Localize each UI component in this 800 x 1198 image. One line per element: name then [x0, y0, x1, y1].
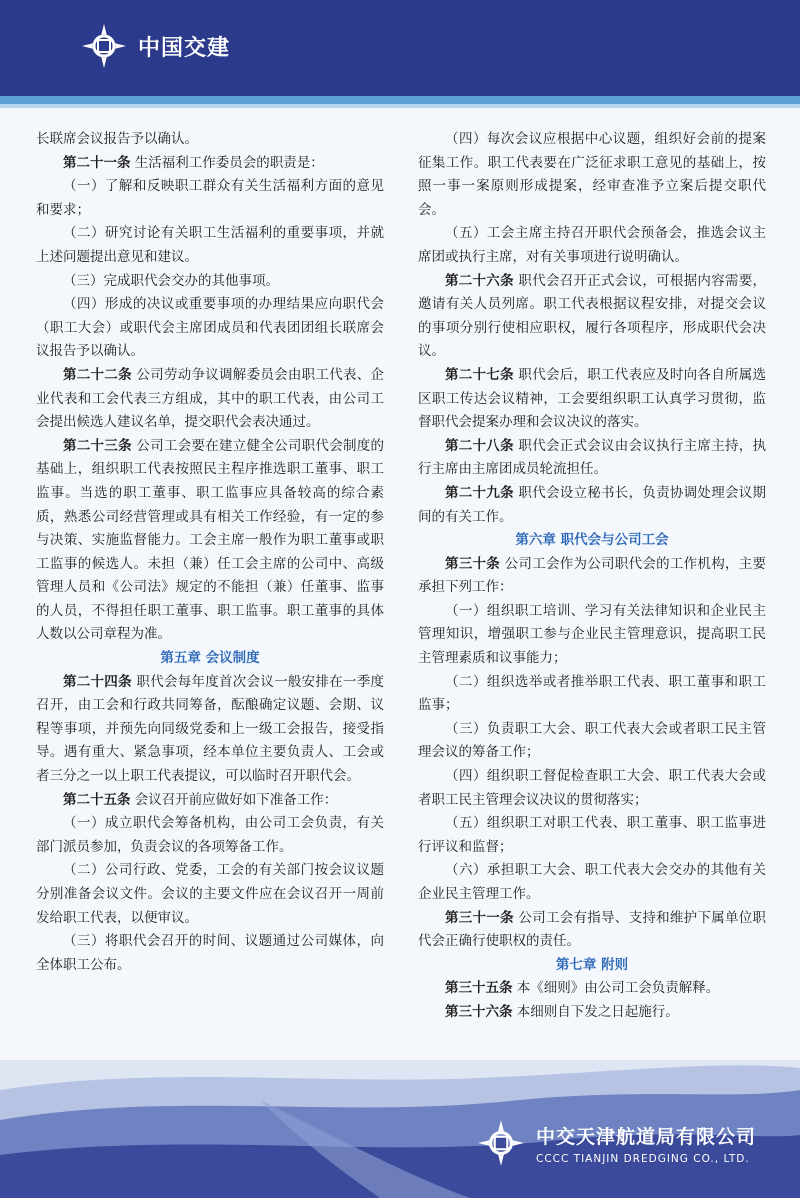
article-number: 第二十五条: [63, 791, 131, 808]
body-paragraph: 长联席会议报告予以确认。: [36, 131, 198, 147]
article-number: 第三十五条: [445, 980, 513, 997]
footer-company-name-en: CCCC TIANJIN DREDGING CO., LTD.: [536, 1152, 750, 1165]
body-paragraph: （一）成立职代会筹备机构，由公司工会负责，有关部门派员参加，负责会议的各项筹备工作。: [36, 815, 384, 855]
body-paragraph: （三）将职代会召开的时间、议题通过公司媒体，向全体职工公布。: [36, 933, 384, 973]
chapter-heading: 第六章 职代会与公司工会: [515, 532, 669, 549]
chapter-heading: 第七章 附则: [555, 956, 629, 973]
header-accent-stripe-light: [0, 104, 800, 108]
body-paragraph: （一）组织职工培训、学习有关法律知识和企业民主管理知识，增强职工参与企业民主管理意识，提高职工民主管理素质和议事能力；: [418, 602, 766, 667]
article-paragraph: [418, 270, 766, 364]
article-text: 本细则自下发之日起施行。: [512, 1003, 679, 1020]
article-number: 第二十九条: [445, 484, 514, 501]
article-number: 第三十条: [445, 555, 501, 572]
article-number: 第二十三条: [63, 437, 132, 454]
footer-company-name-cn: 中交天津航道局有限公司: [536, 1125, 757, 1148]
logo-text: 中国交建: [138, 35, 231, 61]
article-paragraph: [36, 789, 384, 813]
header-logo: [80, 22, 230, 70]
body-paragraph: （一）了解和反映职工群众有关生活福利方面的意见和要求；: [36, 178, 384, 218]
article-number: 第二十八条: [445, 437, 514, 454]
article-number: 第二十四条: [63, 673, 132, 690]
article-text: 公司工会要在建立健全公司职代会制度的基础上，组织职工代表按照民主程序推选职工董事、职工监事。当选的职工董事、职工监事应具备较高的综合素质，熟悉公司经营管理或具有相关工作经验，有一定的参与决策、实施监督能力。工会主席一般作为职工董事或职工监事的候选人。未担（兼）任工会主席的公司中、高级管理人员和《公司法》规定的不能担（兼）任董事、监事的人员，不得担任职工董事、职工监事。职工董事的具体人数以公司章程为准。: [36, 437, 385, 643]
article-paragraph: [418, 435, 766, 482]
article-paragraph: [36, 364, 384, 435]
article-text: 职代会召开正式会议，可根据内容需要，邀请有关人员列席。职工代表根据议程安排，对提交会议的事项分别行使相应职权，履行各项程序，形成职代会决议。: [418, 272, 767, 360]
body-paragraph: （二）组织选举或者推举职工代表、职工董事和职工监事；: [418, 673, 766, 714]
article-text: 职代会设立秘书长，负责协调处理会议期间的有关工作。: [418, 484, 767, 525]
article-number: 第二十七条: [445, 366, 514, 383]
footer-company-logo: [476, 1118, 756, 1168]
article-paragraph: [418, 482, 766, 529]
article-text: 职代会正式会议由会议执行主席主持，执行主席由主席团成员轮流担任。: [418, 437, 767, 478]
article-text: 职代会每年度首次会议一般安排在一季度召开，由工会和行政共同筹备，酝酿确定议题、会期、议程等事项，并预先向同级党委和上一级工会报告，接受指导。遇有重大、紧急事项，经本单位主要负责人、工会或者三分之一以上职工代表提议，可以临时召开职代会。: [36, 673, 385, 785]
article-paragraph: [36, 435, 384, 647]
article-paragraph: [418, 1001, 766, 1025]
article-paragraph: [418, 364, 766, 435]
article-paragraph: [418, 907, 766, 954]
article-number: 第二十一条: [63, 154, 131, 171]
article-text: 生活福利工作委员会的职责是：: [130, 154, 324, 171]
header-accent-stripe: [0, 96, 800, 104]
article-paragraph: [36, 152, 384, 176]
article-number: 第三十六条: [445, 1003, 513, 1020]
cccc-logo-icon: [80, 22, 128, 70]
left-text-column: [36, 128, 384, 977]
body-paragraph: （二）公司行政、党委，工会的有关部门按会议议题分别准备会议文件。会议的主要文件应在会议召开一周前发给职工代表，以便审议。: [36, 862, 384, 926]
body-paragraph: （四）组织职工督促检查职工大会、职工代表大会或者职工民主管理会议决议的贯彻落实；: [418, 768, 766, 808]
article-text: 公司工会有指导、支持和维护下属单位职代会正确行使职权的责任。: [418, 909, 767, 950]
body-paragraph: （二）研究讨论有关职工生活福利的重要事项，并就上述问题提出意见和建议。: [36, 225, 384, 265]
article-paragraph: [36, 671, 384, 789]
article-text: 本《细则》由公司工会负责解释。: [512, 980, 720, 997]
article-number: 第二十二条: [63, 366, 132, 383]
body-paragraph: （五）工会主席主持召开职代会预备会，推选会议主席团或执行主席，对有关事项进行说明确认。: [418, 225, 766, 265]
article-paragraph: [418, 553, 766, 600]
article-text: 公司工会作为公司职代会的工作机构，主要承担下列工作：: [418, 555, 767, 596]
body-paragraph: （三）完成职代会交办的其他事项。: [63, 272, 279, 289]
article-number: 第二十六条: [445, 272, 514, 289]
article-text: 公司劳动争议调解委员会由职工代表、企业代表和工会代表三方组成，其中的职工代表，由公司工会提出候选人建议名单，提交职代会表决通过。: [36, 366, 385, 431]
footer-logo-icon: [476, 1118, 526, 1168]
article-paragraph: [418, 977, 766, 1001]
right-text-column: [418, 128, 766, 1025]
body-paragraph: （三）负责职工大会、职工代表大会或者职工民主管理会议的筹备工作；: [418, 720, 766, 761]
article-text: 会议召开前应做好如下准备工作：: [130, 791, 338, 808]
chapter-heading: 第五章 会议制度: [160, 650, 260, 667]
body-paragraph: （四）每次会议应根据中心议题，组织好会前的提案征集工作。职工代表要在广泛征求职工意见的基础上，按照一事一案原则形成提案，经审查准予立案后提交职代会。: [418, 131, 766, 218]
body-paragraph: （六）承担职工大会、职工代表大会交办的其他有关企业民主管理工作。: [418, 862, 766, 902]
body-paragraph: （四）形成的决议或重要事项的办理结果应向职代会（职工大会）或职代会主席团成员和代表团团组长联席会议报告予以确认。: [36, 296, 384, 360]
article-text: 职代会后，职工代表应及时向各自所属选区职工传达会议精神，工会要组织职工认真学习贯彻，监督职代会提案办理和会议决议的落实。: [418, 366, 767, 431]
body-paragraph: （五）组织职工对职工代表、职工董事、职工监事进行评议和监督；: [418, 815, 766, 855]
article-number: 第三十一条: [445, 909, 514, 926]
